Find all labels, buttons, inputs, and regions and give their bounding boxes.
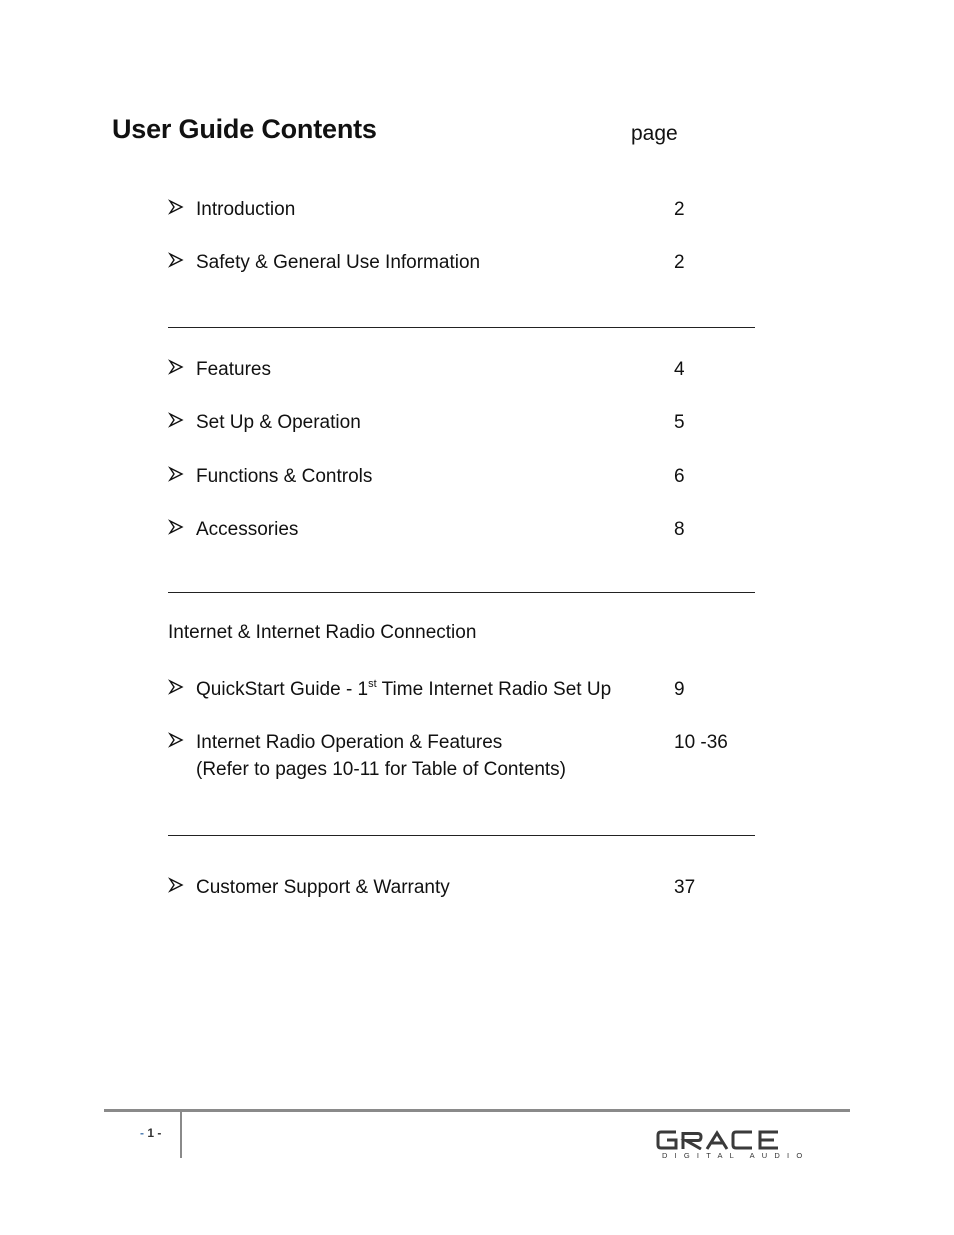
toc-entry-label-start: QuickStart Guide - 1 [196, 679, 369, 700]
toc-entry-label: Customer Support & Warranty [196, 877, 450, 898]
arrowhead-bullet-icon [168, 516, 188, 543]
page-number-dash: - [140, 1126, 144, 1140]
toc-entry-page: 6 [674, 466, 685, 487]
arrowhead-bullet-icon [168, 874, 188, 901]
toc-entry-page: 2 [674, 252, 685, 273]
page-number [140, 1126, 161, 1140]
section-divider [168, 835, 755, 836]
page-number-value: 1 [147, 1126, 155, 1140]
arrowhead-bullet-icon [168, 729, 188, 756]
toc-entry-label: Internet Radio Operation & Features [196, 732, 503, 753]
arrowhead-bullet-icon [168, 409, 188, 436]
toc-entry-page: 8 [674, 519, 685, 540]
page-number-dash: - [157, 1126, 162, 1140]
toc-entry-label: Features [196, 359, 271, 380]
section-divider [168, 592, 755, 593]
toc-entry-page: 5 [674, 412, 685, 433]
arrowhead-bullet-icon [168, 676, 188, 703]
toc-entry-page: 37 [674, 877, 696, 898]
arrowhead-bullet-icon [168, 463, 188, 490]
section-divider [168, 327, 755, 328]
ordinal-suffix: st [368, 678, 377, 690]
toc-entry-label: Introduction [196, 199, 296, 220]
arrowhead-bullet-icon [168, 196, 188, 223]
toc-entry-subtext: (Refer to pages 10-11 for Table of Contents) [196, 759, 567, 780]
page-column-header: page [631, 122, 678, 145]
toc-entry-page: 2 [674, 199, 685, 220]
toc-entry-label-end: Time Internet Radio Set Up [376, 679, 612, 700]
toc-entry-page: 9 [674, 679, 685, 700]
toc-entry-label: Functions & Controls [196, 466, 373, 487]
toc-entry-label [196, 676, 611, 703]
arrowhead-bullet-icon [168, 356, 188, 383]
footer-rule [104, 1109, 850, 1112]
arrowhead-bullet-icon [168, 249, 188, 276]
footer-vertical-rule [180, 1112, 182, 1158]
section-heading: Internet & Internet Radio Connection [168, 622, 477, 643]
page-title: User Guide Contents [112, 114, 377, 144]
toc-entry-page: 10 -36 [674, 732, 728, 753]
toc-entry-label: Accessories [196, 519, 299, 540]
brand-logo-wordmark [656, 1130, 782, 1150]
brand-logo [656, 1130, 810, 1162]
toc-entry-page: 4 [674, 359, 685, 380]
brand-logo-tagline: DIGITAL AUDIO [662, 1151, 810, 1160]
toc-entry-label: Safety & General Use Information [196, 252, 481, 273]
toc-entry-label: Set Up & Operation [196, 412, 361, 433]
